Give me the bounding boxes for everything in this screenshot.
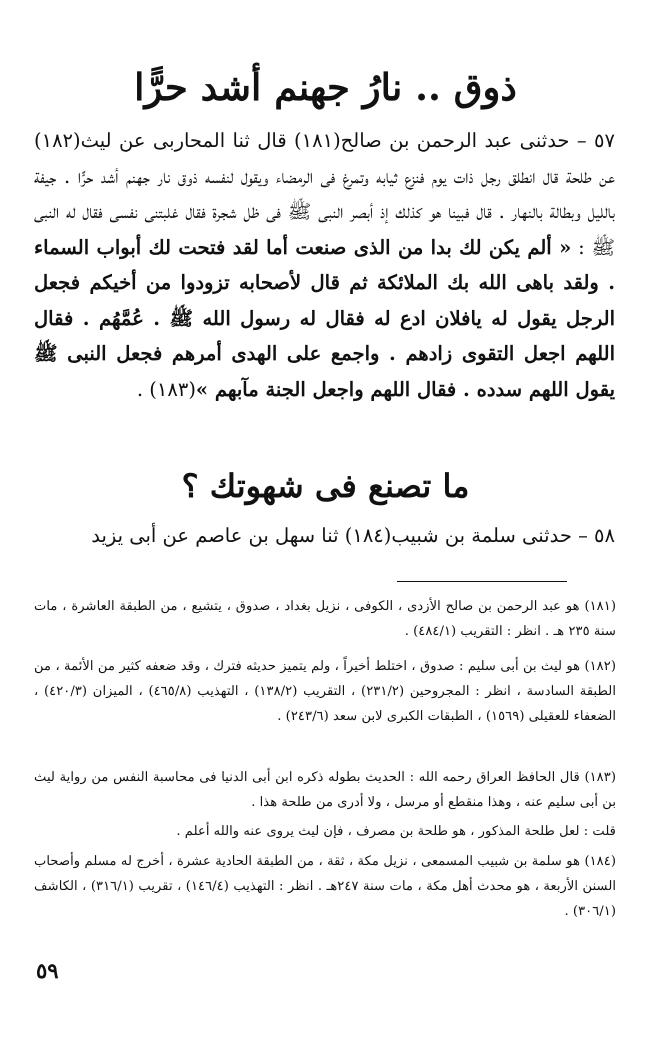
footnote-184: (١٨٤) هو سلمة بن شبيب المسمعى ، نزيل مكة ، ثقة ، من الطبقة الحادية عشرة ، أخرج له مسلم وأصحاب السنن الأربعة ، هو محدث أهل مكة ، مات سنة ٢٤٧هـ . انظر : التهذيب (١٤٦/٤) ، تقريب (٣١٦/١) ، الكاشف (٣٠٦/١) . bbox=[34, 854, 617, 919]
footnote-183-note: قلت : لعل طلحة المذكور ، هو طلحة بن مصرف ، فإن ليث يروى عنه والله أعلم . bbox=[176, 824, 616, 839]
footnote-divider bbox=[397, 581, 567, 582]
page-number: ٥٩ bbox=[36, 958, 59, 983]
hadith-58-text: ٥٨ – حدثنى سلمة بن شبيب(١٨٤) ثنا سهل بن عاصم عن أبى يزيد bbox=[91, 524, 615, 547]
footnote-182: (١٨٢) هو ليث بن أبى سليم : صدوق ، اختلط أخيراً ، ولم يتميز حديثه فترك ، وقد ضعفه كثير من الأئمة ، من الطبقة السادسة ، انظر : المجروحين (٢٣١/٢) ، التقريب (١٣٨/٢) ، التهذيب (٤٦٥/٨) ، الميزان (٤٢٠/٣) ، الضعفاء للعقيلى (١٥٦٩) ، الطبقات الكبرى لابن سعد (٢٤٣/٦) . bbox=[34, 659, 616, 724]
hadith-57-quote: « ألم يكن لك بدا من الذى صنعت أما لقد فتحت لك أبواب السماء . ولقد باهى الله بك الملائكة ثم قال لأصحابه تزودوا من أخيكم فجعل الرجل يقول له يافلان ادع له فقال له رسول الله ﷺ . عُمَّهُم . فقال اللهم اجعل التقوى زادهم . واجمع على الهدى أمرهم فجعل النبى ﷺ يقول اللهم سدده . فقال اللهم واجعل الجنة مآبهم » bbox=[34, 235, 615, 401]
section-title-58: ما تصنع فى شهوتك ؟ bbox=[181, 467, 470, 505]
footnote-181: (١٨١) هو عبد الرحمن بن صالح الأزدى ، الكوفى ، نزيل بغداد ، صدوق ، يتشيع ، من الطبقة العاشرة ، مات سنة ٢٣٥ هـ . انظر : التقريب (٤٨٤/١) . bbox=[34, 599, 616, 639]
hadith-57-text bbox=[34, 123, 615, 407]
footnote-183: (١٨٣) قال الحافظ العراق رحمه الله : الحديث بطوله ذكره ابن أبى الدنيا فى محاسبة النفس من رواية ليث بن أبى سليم عنه ، وهذا منقطع أو مرسل ، ولا أدرى من طلحة هذا . bbox=[34, 770, 616, 810]
hadith-57-intro: ٥٧ – حدثنى عبد الرحمن بن صالح(١٨١) قال ثنا المحاربى عن ليث(١٨٢) عن طلحة قال انطلق رجل ذات يوم فنزع ثيابه وتمرغ فى الرمضاء ويقول لنفسه ذوق نار جهنم أشد حرًّا . جيفة بالليل وبطالة بالنهار . قال فبينا هو كذلك إذ أبصر النبى ﷺ فى ظل شجرة فقال غلبتنى نفسى فقال له النبى ﷺ : bbox=[34, 129, 615, 259]
section-title-57: ذوق .. نارُ جهنم أشد حرًّا bbox=[134, 65, 517, 109]
hadith-57-ref: (١٨٣) . bbox=[136, 377, 196, 401]
